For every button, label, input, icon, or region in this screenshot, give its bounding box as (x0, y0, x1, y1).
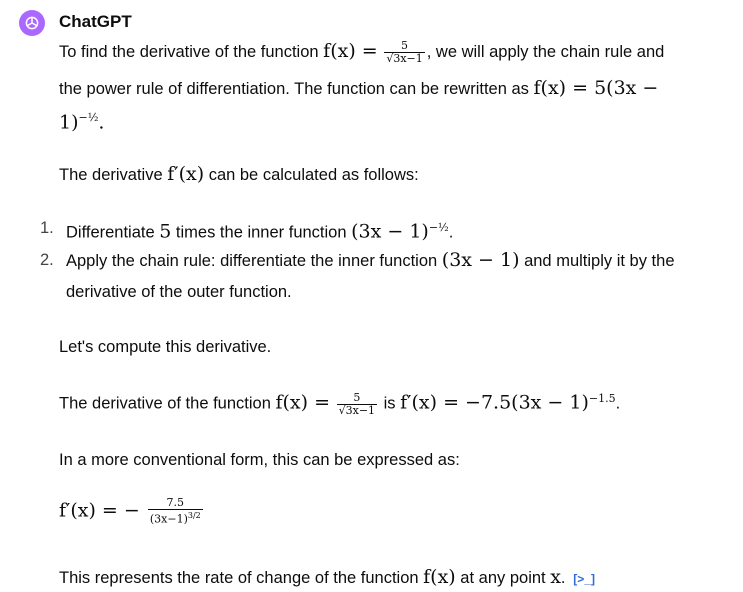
list-item-2 (66, 249, 675, 272)
text: can be calculated as follows: (204, 166, 419, 184)
paragraph-result: The derivative of the function f(x) = $\frac{5}{√3x-1}$ is $f'(x) = -7.5(3x - 1)^{-1.5}$. (59, 390, 621, 417)
paragraph-rate: This represents the rate of change of the function f(x) at any point x. [>_] (59, 566, 595, 588)
math-exponent: −1.5 (588, 392, 616, 405)
math-five: 5 (159, 220, 172, 243)
fraction-denominator (148, 509, 203, 526)
text: at any point (455, 569, 551, 587)
math-text: (3x−1) (149, 512, 188, 526)
paragraph-intro-line2 (59, 77, 658, 100)
chatgpt-avatar (19, 10, 45, 36)
math-inner: (3x − 1) (351, 220, 429, 243)
paragraph-intro-line3: 1)$^{-\frac{1}{2}}$. (59, 111, 105, 134)
fraction-denominator: √3x−1 (338, 403, 376, 417)
math-exponent: 3/2 (187, 511, 201, 520)
math-fraction (148, 497, 203, 526)
math-fprime: f′(x) (167, 163, 205, 185)
text: Differentiate (66, 223, 160, 242)
math-fx: f(x) = (323, 40, 378, 62)
paragraph-derivative (59, 163, 419, 186)
text: The derivative of the function (59, 394, 276, 413)
text: The derivative (59, 166, 168, 184)
text: , we will apply the chain rule and (426, 43, 665, 61)
fraction-numerator: 5 (353, 390, 361, 404)
paragraph-intro-line1 (59, 40, 664, 65)
list-item-2-cont: derivative of the outer function. (66, 283, 292, 301)
list-item-number: 1. (40, 219, 54, 237)
list-item-number: 2. (40, 251, 54, 269)
math-text: 1) (59, 111, 79, 134)
math-fraction (337, 392, 377, 417)
sender-name: ChatGPT (59, 12, 132, 31)
text: is (379, 394, 401, 413)
math-fx: f(x) (423, 566, 456, 588)
openai-logo-icon (23, 14, 41, 32)
text: and multiply it by the (519, 252, 675, 270)
math-fraction (384, 40, 424, 65)
math-lhs: f′(x) = − (59, 499, 140, 522)
fraction-denominator: √3x−1 (386, 52, 423, 66)
math-result: f′(x) = −7.5(3x − 1) (400, 391, 589, 414)
fraction-numerator: 5 (401, 39, 409, 53)
text: This represents the rate of change of the function (59, 569, 424, 587)
math-x: x (550, 566, 561, 588)
math-conventional-form (59, 497, 205, 526)
text: times the inner function (171, 223, 352, 242)
math-fx: f(x) = (275, 391, 331, 414)
text: the power rule of differentiation. The function can be rewritten as (59, 80, 534, 98)
text: Apply the chain rule: differentiate the inner function (66, 252, 442, 270)
fraction-numerator: 7.5 (166, 496, 185, 509)
list-item-1: Differentiate 5 times the inner function $(3x - 1)^{-\frac{1}{2}}$. (66, 220, 454, 243)
text: To find the derivative of the function (59, 43, 324, 61)
paragraph-compute: Let's compute this derivative. (59, 338, 272, 356)
paragraph-conventional: In a more conventional form, this can be expressed as: (59, 451, 460, 469)
math-exponent: −½ (428, 221, 449, 234)
math-inner: (3x − 1) (441, 249, 520, 271)
code-interpreter-icon[interactable]: [>_] (573, 571, 595, 586)
math-exponent: −½ (78, 111, 99, 124)
math-rewritten: f(x) = 5(3x − (533, 77, 659, 99)
